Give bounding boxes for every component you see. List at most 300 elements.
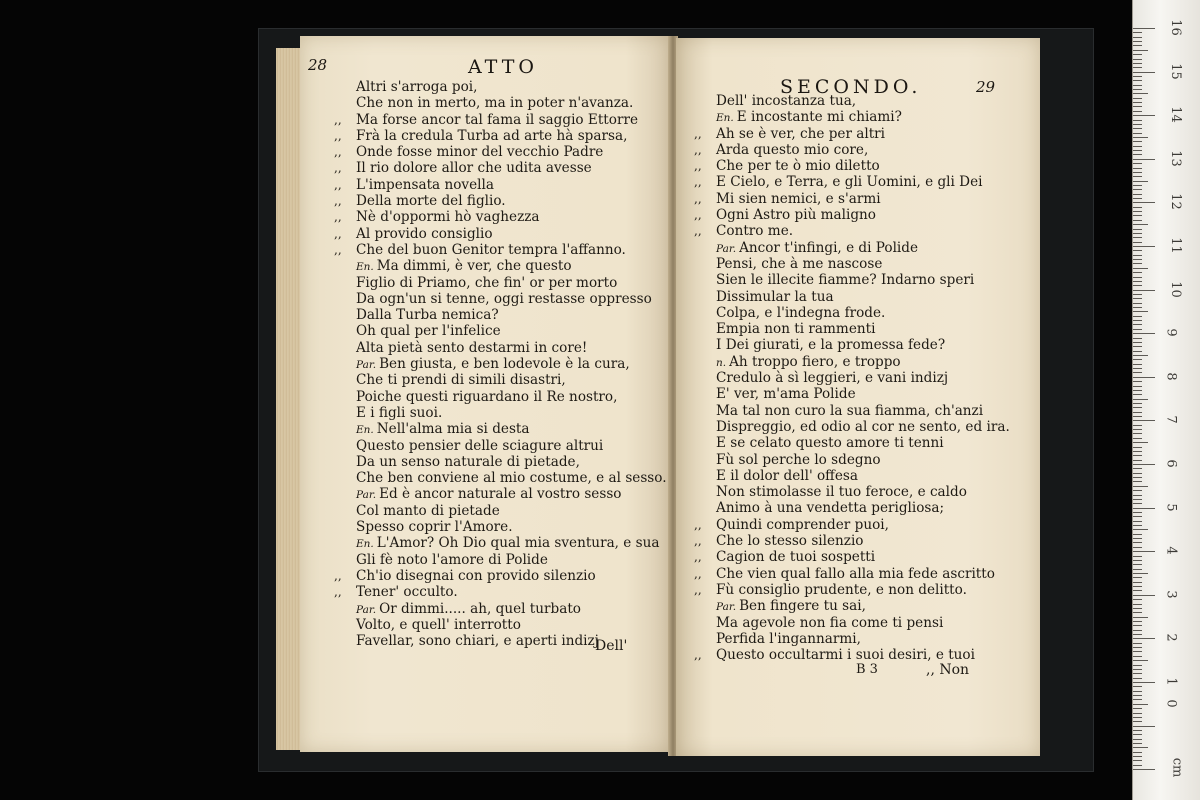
line-text: Nell'alma mia si desta bbox=[376, 421, 530, 438]
ruler-tick bbox=[1133, 407, 1142, 408]
ruler-tick bbox=[1133, 490, 1142, 491]
ruler-tick bbox=[1133, 303, 1142, 304]
line-text: Ma forse ancor tal fama il saggio Ettorre bbox=[356, 111, 638, 128]
ruler-number: 12 bbox=[1167, 193, 1183, 211]
ruler-tick bbox=[1133, 608, 1142, 609]
ruler-tick bbox=[1133, 307, 1142, 308]
text-line bbox=[694, 452, 1010, 468]
quotation-mark: ,, bbox=[694, 208, 702, 223]
ruler-tick bbox=[1133, 734, 1142, 735]
quotation-mark: ,, bbox=[334, 585, 342, 600]
ruler-tick bbox=[1133, 390, 1142, 391]
text-line bbox=[694, 419, 1010, 435]
ruler-tick bbox=[1133, 451, 1142, 452]
line-text: Oh qual per l'infelice bbox=[356, 323, 501, 340]
ruler-tick bbox=[1133, 752, 1142, 753]
ruler-tick bbox=[1133, 137, 1148, 138]
ruler-tick bbox=[1133, 37, 1142, 38]
text-line bbox=[694, 142, 1010, 158]
ruler-tick bbox=[1133, 311, 1148, 312]
quotation-mark: ,, bbox=[694, 224, 702, 239]
ruler-tick bbox=[1133, 503, 1142, 504]
ruler-tick bbox=[1133, 255, 1142, 256]
line-text: Or dimmi..... ah, quel turbato bbox=[379, 600, 581, 617]
line-text: Dissimular la tua bbox=[716, 288, 834, 305]
line-text: Questo pensier delle sciagure altrui bbox=[356, 437, 604, 454]
ruler-tick bbox=[1133, 547, 1142, 548]
speaker-label: Par. bbox=[716, 601, 737, 614]
text-line bbox=[334, 177, 667, 193]
text-line bbox=[334, 503, 667, 519]
ruler-tick bbox=[1133, 54, 1142, 55]
line-text: Ogni Astro più maligno bbox=[716, 207, 876, 224]
text-line bbox=[694, 500, 1010, 516]
text-line bbox=[334, 519, 667, 535]
text-line bbox=[694, 484, 1010, 500]
line-text: E se celato questo amore ti tenni bbox=[716, 435, 944, 452]
ruler-number: 7 bbox=[1163, 415, 1179, 425]
ruler-tick bbox=[1133, 621, 1142, 622]
ruler-tick bbox=[1133, 573, 1148, 574]
measurement-ruler bbox=[1132, 0, 1200, 800]
line-text: Ch'io disegnai con provido silenzio bbox=[356, 567, 596, 584]
ruler-tick bbox=[1133, 412, 1142, 413]
speaker-label: En. bbox=[356, 424, 374, 437]
text-line bbox=[694, 517, 1010, 533]
line-text: E Cielo, e Terra, e gli Uomini, e gli Dei bbox=[716, 174, 983, 191]
left-running-header: ATTO bbox=[468, 56, 538, 78]
ruler-tick bbox=[1133, 416, 1142, 417]
line-text: Che del buon Genitor tempra l'affanno. bbox=[356, 241, 626, 258]
ruler-number: 4 bbox=[1163, 546, 1179, 555]
ruler-tick bbox=[1133, 612, 1142, 613]
right-text-block bbox=[694, 93, 1010, 663]
ruler-tick bbox=[1133, 372, 1142, 373]
ruler-tick bbox=[1133, 460, 1142, 461]
left-catchword: Dell' bbox=[595, 638, 628, 654]
ruler-tick bbox=[1133, 669, 1142, 670]
ruler-tick bbox=[1133, 351, 1142, 352]
line-text: Onde fosse minor del vecchio Padre bbox=[356, 144, 604, 161]
text-line bbox=[334, 356, 667, 372]
ruler-tick bbox=[1133, 743, 1142, 744]
ruler-number: 2 bbox=[1163, 633, 1179, 643]
ruler-tick bbox=[1133, 682, 1155, 683]
quotation-mark: ,, bbox=[694, 550, 702, 565]
ruler-tick bbox=[1133, 595, 1155, 596]
ruler-tick bbox=[1133, 747, 1148, 748]
ruler-tick bbox=[1133, 163, 1142, 164]
text-line bbox=[694, 174, 1010, 190]
text-line bbox=[694, 468, 1010, 484]
quotation-mark: ,, bbox=[694, 648, 702, 663]
ruler-tick bbox=[1133, 59, 1142, 60]
line-text: Ma tal non curo la sua fiamma, ch'anzi bbox=[716, 402, 984, 419]
ruler-tick bbox=[1133, 586, 1142, 587]
text-line bbox=[694, 631, 1010, 647]
speaker-label: n. bbox=[716, 356, 727, 369]
ruler-tick bbox=[1133, 477, 1142, 478]
line-text: Ma dimmi, è ver, che questo bbox=[376, 258, 572, 275]
ruler-tick bbox=[1133, 263, 1142, 264]
line-text: Il rio dolore allor che udita avesse bbox=[356, 160, 592, 177]
line-text: Dalla Turba nemica? bbox=[356, 307, 499, 324]
ruler-tick bbox=[1133, 769, 1155, 770]
line-text: Dell' incostanza tua, bbox=[716, 93, 857, 109]
text-line bbox=[694, 207, 1010, 223]
text-line bbox=[694, 533, 1010, 549]
text-line bbox=[334, 438, 667, 454]
line-text: Sien le illecite fiamme? Indarno speri bbox=[716, 272, 975, 289]
line-text: Dispreggio, ed odio al cor ne sento, ed ira. bbox=[716, 418, 1010, 435]
ruler-tick bbox=[1133, 220, 1142, 221]
line-text: Animo à una vendetta perigliosa; bbox=[716, 500, 945, 517]
right-page bbox=[676, 38, 1040, 756]
text-line bbox=[334, 242, 667, 258]
ruler-tick bbox=[1133, 516, 1142, 517]
ruler-tick bbox=[1133, 85, 1142, 86]
quotation-mark: ,, bbox=[694, 175, 702, 190]
ruler-tick bbox=[1133, 630, 1142, 631]
ruler-tick bbox=[1133, 63, 1142, 64]
ruler-number: 5 bbox=[1163, 502, 1179, 512]
ruler-tick bbox=[1133, 377, 1155, 378]
line-text: Ah troppo fiero, e troppo bbox=[729, 353, 901, 370]
ruler-tick bbox=[1133, 691, 1142, 692]
line-text: Mi sien nemici, e s'armi bbox=[716, 190, 881, 207]
ruler-tick bbox=[1133, 172, 1142, 173]
ruler-tick bbox=[1133, 128, 1142, 129]
ruler-tick bbox=[1133, 551, 1155, 552]
ruler-tick bbox=[1133, 647, 1142, 648]
ruler-tick bbox=[1133, 739, 1142, 740]
ruler-number: 11 bbox=[1167, 237, 1183, 254]
line-text: Arda questo mio core, bbox=[716, 141, 869, 158]
line-text: Che per te ò mio diletto bbox=[716, 158, 880, 175]
line-text: Gli fè noto l'amore di Polide bbox=[356, 551, 548, 568]
ruler-tick bbox=[1133, 512, 1142, 513]
text-line bbox=[334, 486, 667, 502]
ruler-tick bbox=[1133, 420, 1155, 421]
ruler-tick bbox=[1133, 368, 1142, 369]
quotation-mark: ,, bbox=[334, 568, 342, 583]
line-text: Che vien qual fallo alla mia fede ascritto bbox=[716, 565, 995, 582]
ruler-tick bbox=[1133, 355, 1148, 356]
ruler-tick bbox=[1133, 717, 1142, 718]
line-text: Colpa, e l'indegna frode. bbox=[716, 304, 886, 321]
line-text: Che lo stesso silenzio bbox=[716, 533, 864, 550]
ruler-tick bbox=[1133, 638, 1155, 639]
ruler-tick bbox=[1133, 673, 1142, 674]
ruler-tick bbox=[1133, 329, 1142, 330]
ruler-tick bbox=[1133, 176, 1142, 177]
ruler-tick bbox=[1133, 159, 1155, 160]
line-text: Al provido consiglio bbox=[356, 225, 493, 242]
ruler-tick bbox=[1133, 168, 1142, 169]
ruler-tick bbox=[1133, 556, 1142, 557]
quotation-mark: ,, bbox=[334, 226, 342, 241]
ruler-tick bbox=[1133, 499, 1142, 500]
text-line bbox=[334, 112, 667, 128]
text-line bbox=[694, 223, 1010, 239]
quotation-mark: ,, bbox=[694, 582, 702, 597]
text-line bbox=[334, 275, 667, 291]
ruler-tick bbox=[1133, 686, 1142, 687]
ruler-tick bbox=[1133, 656, 1142, 657]
line-text: Altri s'arroga poi, bbox=[356, 79, 478, 95]
ruler-tick bbox=[1133, 695, 1142, 696]
ruler-tick bbox=[1133, 564, 1142, 565]
ruler-tick bbox=[1133, 560, 1142, 561]
ruler-tick bbox=[1133, 185, 1142, 186]
text-line bbox=[694, 289, 1010, 305]
left-text-block bbox=[334, 79, 667, 649]
ruler-tick bbox=[1133, 333, 1155, 334]
ruler-tick bbox=[1133, 324, 1142, 325]
ruler-tick bbox=[1133, 277, 1142, 278]
ruler-tick bbox=[1133, 538, 1142, 539]
text-line bbox=[334, 372, 667, 388]
ruler-tick bbox=[1133, 590, 1142, 591]
ruler-tick bbox=[1133, 146, 1142, 147]
ruler-tick bbox=[1133, 76, 1142, 77]
signature-mark: B 3 bbox=[856, 662, 878, 677]
ruler-tick bbox=[1133, 259, 1142, 260]
quotation-mark: ,, bbox=[694, 566, 702, 581]
ruler-tick bbox=[1133, 542, 1142, 543]
line-text: Da un senso naturale di pietade, bbox=[356, 453, 580, 470]
line-text: Ben giusta, e ben lodevole è la cura, bbox=[379, 356, 630, 373]
ruler-tick bbox=[1133, 425, 1142, 426]
ruler-tick bbox=[1133, 285, 1142, 286]
line-text: Volto, e quell' interrotto bbox=[356, 616, 521, 633]
ruler-tick bbox=[1133, 643, 1142, 644]
quotation-mark: ,, bbox=[694, 159, 702, 174]
ruler-tick bbox=[1133, 364, 1142, 365]
text-line bbox=[334, 405, 667, 421]
text-line bbox=[694, 582, 1010, 598]
ruler-tick bbox=[1133, 194, 1142, 195]
text-line bbox=[694, 109, 1010, 125]
line-text: Questo occultarmi i suoi desiri, e tuoi bbox=[716, 647, 975, 664]
ruler-number: 16 bbox=[1167, 19, 1183, 36]
ruler-tick bbox=[1133, 381, 1142, 382]
text-line bbox=[694, 191, 1010, 207]
ruler-tick bbox=[1133, 634, 1142, 635]
line-text: E i figli suoi. bbox=[356, 404, 443, 421]
text-line bbox=[334, 552, 667, 568]
text-line bbox=[334, 601, 667, 617]
speaker-label: Par. bbox=[356, 359, 377, 372]
text-line bbox=[694, 647, 1010, 663]
ruler-tick bbox=[1133, 268, 1148, 269]
ruler-tick bbox=[1133, 272, 1142, 273]
line-text: Quindi comprender puoi, bbox=[716, 516, 889, 533]
line-text: Ben fingere tu sai, bbox=[739, 598, 866, 615]
ruler-tick bbox=[1133, 486, 1148, 487]
line-text: L'Amor? Oh Dio qual mia sventura, e sua bbox=[376, 535, 660, 552]
text-line bbox=[694, 598, 1010, 614]
line-text: E incostante mi chiami? bbox=[736, 109, 902, 126]
text-line bbox=[334, 144, 667, 160]
ruler-number: 6 bbox=[1163, 459, 1179, 468]
ruler-number: 14 bbox=[1167, 106, 1183, 123]
text-line bbox=[694, 93, 1010, 109]
ruler-tick bbox=[1133, 433, 1142, 434]
ruler-tick bbox=[1133, 290, 1155, 291]
ruler-tick bbox=[1133, 346, 1142, 347]
speaker-label: En. bbox=[356, 261, 374, 274]
ruler-tick bbox=[1133, 246, 1155, 247]
text-line bbox=[694, 566, 1010, 582]
quotation-mark: ,, bbox=[694, 517, 702, 532]
text-line bbox=[334, 95, 667, 111]
line-text: Favellar, sono chiari, e aperti indizj bbox=[356, 633, 599, 650]
ruler-number: 13 bbox=[1167, 150, 1183, 167]
ruler-tick bbox=[1133, 721, 1142, 722]
ruler-tick bbox=[1133, 577, 1142, 578]
line-text: Che non in merto, ma in poter n'avanza. bbox=[356, 95, 634, 112]
ruler-tick bbox=[1133, 98, 1142, 99]
left-page-number: 28 bbox=[308, 56, 328, 74]
quotation-mark: ,, bbox=[334, 177, 342, 192]
ruler-tick bbox=[1133, 89, 1142, 90]
ruler-tick bbox=[1133, 198, 1142, 199]
ruler-tick bbox=[1133, 342, 1142, 343]
ruler-tick bbox=[1133, 699, 1142, 700]
line-text: Figlio di Priamo, che fin' or per morto bbox=[356, 274, 618, 291]
text-line bbox=[694, 158, 1010, 174]
text-line bbox=[694, 321, 1010, 337]
speaker-label: Par. bbox=[716, 242, 737, 255]
ruler-tick bbox=[1133, 141, 1142, 142]
text-line bbox=[334, 535, 667, 551]
ruler-tick bbox=[1133, 359, 1142, 360]
ruler-tick bbox=[1133, 429, 1142, 430]
ruler-unit-label: cm bbox=[1169, 757, 1185, 778]
ruler-tick bbox=[1133, 403, 1142, 404]
ruler-tick bbox=[1133, 133, 1142, 134]
line-text: I Dei giurati, e la promessa fede? bbox=[716, 337, 946, 354]
ruler-tick bbox=[1133, 124, 1142, 125]
ruler-tick bbox=[1133, 529, 1148, 530]
ruler-number: 3 bbox=[1163, 590, 1179, 599]
quotation-mark: ,, bbox=[694, 191, 702, 206]
ruler-tick bbox=[1133, 316, 1142, 317]
quotation-mark: ,, bbox=[334, 145, 342, 160]
line-text: Ah se è ver, che per altri bbox=[716, 125, 886, 142]
ruler-tick bbox=[1133, 726, 1155, 727]
text-line bbox=[694, 337, 1010, 353]
ruler-tick bbox=[1133, 473, 1142, 474]
text-line bbox=[694, 240, 1010, 256]
ruler-tick bbox=[1133, 102, 1142, 103]
text-line bbox=[694, 549, 1010, 565]
ruler-tick bbox=[1133, 28, 1155, 29]
ruler-tick bbox=[1133, 651, 1142, 652]
ruler-tick bbox=[1133, 41, 1142, 42]
ruler-tick bbox=[1133, 617, 1148, 618]
ruler-tick bbox=[1133, 704, 1148, 705]
line-text: Che ti prendi di simili disastri, bbox=[356, 372, 566, 389]
line-text: Da ogn'un si tenne, oggi restasse oppresso bbox=[356, 290, 652, 307]
quotation-mark: ,, bbox=[334, 112, 342, 127]
text-line bbox=[334, 389, 667, 405]
quotation-mark: ,, bbox=[694, 534, 702, 549]
text-line bbox=[334, 209, 667, 225]
ruler-tick bbox=[1133, 455, 1142, 456]
line-text: E' ver, m'ama Polide bbox=[716, 386, 856, 403]
ruler-tick bbox=[1133, 154, 1142, 155]
ruler-number: 1 bbox=[1163, 677, 1179, 686]
ruler-tick bbox=[1133, 760, 1142, 761]
text-line bbox=[334, 617, 667, 633]
ruler-tick bbox=[1133, 242, 1142, 243]
ruler-tick bbox=[1133, 599, 1142, 600]
text-line bbox=[334, 193, 667, 209]
ruler-tick bbox=[1133, 678, 1142, 679]
line-text: Che ben conviene al mio costume, e al sesso. bbox=[356, 470, 667, 487]
text-line bbox=[334, 307, 667, 323]
quotation-mark: ,, bbox=[334, 161, 342, 176]
ruler-tick bbox=[1133, 394, 1142, 395]
text-line bbox=[694, 256, 1010, 272]
ruler-tick bbox=[1133, 320, 1142, 321]
line-text: Ancor t'infingi, e di Polide bbox=[739, 239, 919, 256]
line-text: Credulo à sì leggieri, e vani indizj bbox=[716, 370, 949, 387]
ruler-number: 15 bbox=[1167, 62, 1183, 80]
text-line bbox=[334, 470, 667, 486]
ruler-tick bbox=[1133, 233, 1142, 234]
ruler-tick bbox=[1133, 250, 1142, 251]
line-text: Nè d'oppormi hò vaghezza bbox=[356, 209, 540, 226]
ruler-number: 8 bbox=[1163, 372, 1179, 381]
ruler-tick bbox=[1133, 72, 1155, 73]
ruler-tick bbox=[1133, 111, 1142, 112]
ruler-tick bbox=[1133, 495, 1142, 496]
text-line bbox=[694, 370, 1010, 386]
line-text: Fù sol perche lo sdegno bbox=[716, 451, 881, 468]
text-line bbox=[334, 421, 667, 437]
ruler-tick bbox=[1133, 215, 1142, 216]
ruler-tick bbox=[1133, 582, 1142, 583]
quotation-mark: ,, bbox=[334, 210, 342, 225]
ruler-tick bbox=[1133, 625, 1142, 626]
ruler-tick bbox=[1133, 730, 1142, 731]
text-line bbox=[334, 226, 667, 242]
ruler-tick bbox=[1133, 660, 1148, 661]
text-line bbox=[694, 435, 1010, 451]
ruler-tick bbox=[1133, 106, 1142, 107]
text-line bbox=[694, 305, 1010, 321]
text-line bbox=[694, 403, 1010, 419]
text-line bbox=[694, 272, 1010, 288]
ruler-tick bbox=[1133, 438, 1142, 439]
line-text: Pensi, che à me nascose bbox=[716, 255, 883, 272]
line-text: Frà la credula Turba ad arte hà sparsa, bbox=[356, 127, 628, 144]
ruler-tick bbox=[1133, 464, 1155, 465]
ruler-tick bbox=[1133, 447, 1142, 448]
ruler-tick bbox=[1133, 298, 1142, 299]
line-text: Ma agevole non fia come ti pensi bbox=[716, 614, 944, 631]
line-text: Non stimolasse il tuo feroce, e caldo bbox=[716, 484, 967, 501]
line-text: Fù consiglio prudente, e non delitto. bbox=[716, 581, 967, 598]
ruler-tick bbox=[1133, 386, 1142, 387]
text-line bbox=[334, 584, 667, 600]
ruler-tick bbox=[1133, 229, 1142, 230]
quotation-mark: ,, bbox=[694, 142, 702, 157]
line-text: Poiche questi riguardano il Re nostro, bbox=[356, 388, 618, 405]
